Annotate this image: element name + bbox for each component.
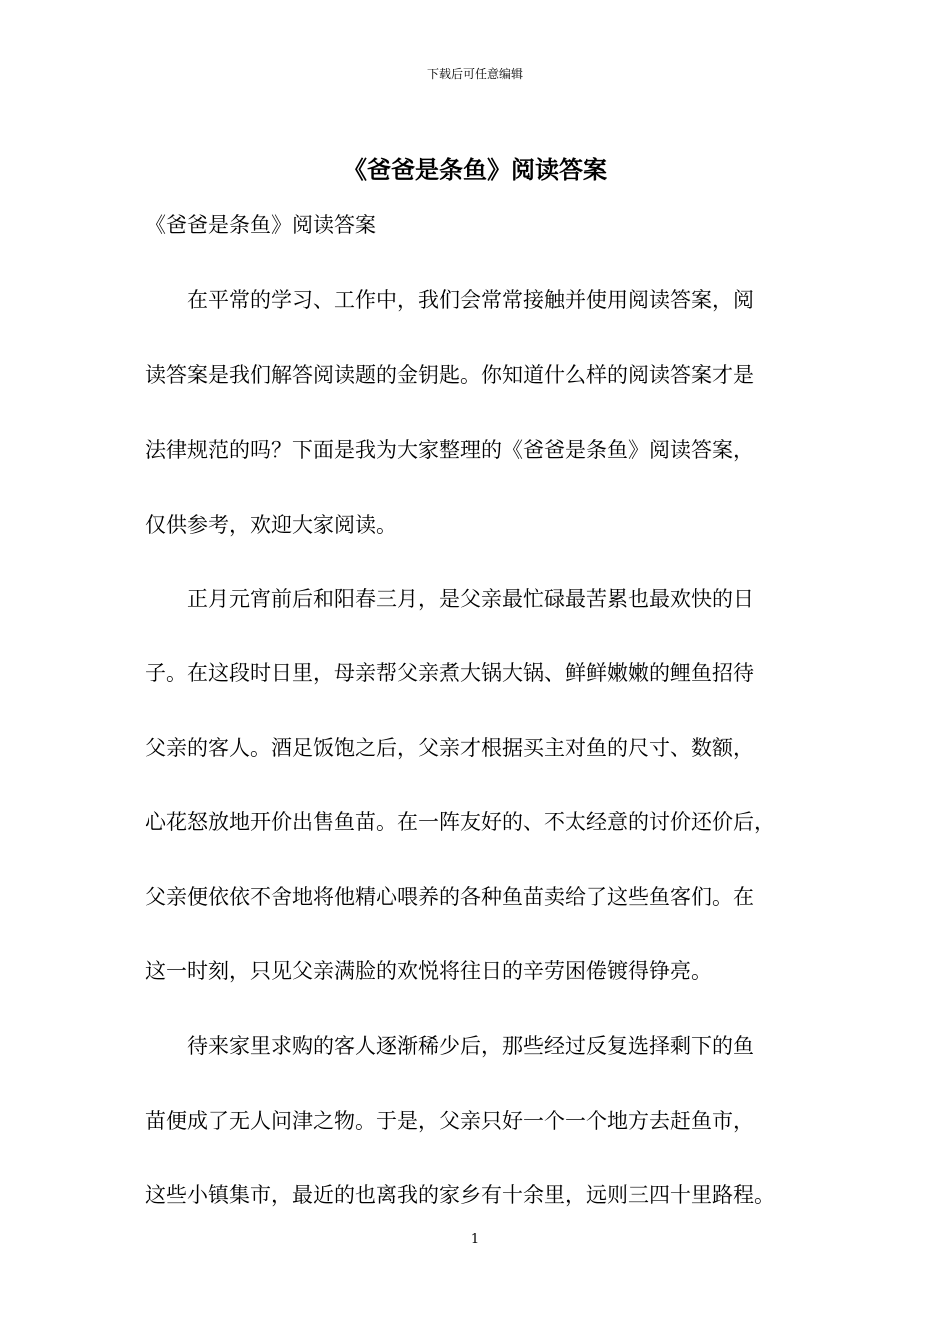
document-title: 《爸爸是条鱼》阅读答案: [343, 155, 607, 184]
body-line: 在平常的学习、工作中，我们会常常接触并使用阅读答案，阅: [145, 288, 754, 312]
body-line: 法律规范的吗？下面是我为大家整理的《爸爸是条鱼》阅读答案，: [145, 438, 754, 462]
body-line: 子。在这段时日里，母亲帮父亲煮大锅大锅、鲜鲜嫩嫩的鲤鱼招待: [145, 661, 754, 685]
body-line: 这些小镇集市，最近的也离我的家乡有十余里，远则三四十里路程。: [145, 1183, 775, 1207]
body-line: 仅供参考，欢迎大家阅读。: [145, 513, 397, 537]
page-number: 1: [470, 1232, 480, 1247]
body-line: 父亲便依依不舍地将他精心喂养的各种鱼苗卖给了这些鱼客们。在: [145, 885, 754, 909]
body-line: 这一时刻，只见父亲满脸的欢悦将往日的辛劳困倦镀得铮亮。: [145, 959, 712, 983]
document-subtitle: 《爸爸是条鱼》阅读答案: [145, 213, 376, 237]
body-line: 正月元宵前后和阳春三月，是父亲最忙碌最苦累也最欢快的日: [145, 587, 754, 611]
body-line: 心花怒放地开价出售鱼苗。在一阵友好的、不太经意的讨价还价后，: [145, 810, 775, 834]
body-line: 父亲的客人。酒足饭饱之后，父亲才根据买主对鱼的尺寸、数额，: [145, 736, 754, 760]
body-line: 读答案是我们解答阅读题的金钥匙。你知道什么样的阅读答案才是: [145, 363, 754, 387]
body-line: 待来家里求购的客人逐渐稀少后，那些经过反复选择剩下的鱼: [145, 1034, 754, 1058]
page-header-note: 下载后可任意编辑: [426, 67, 523, 81]
body-line: 苗便成了无人问津之物。于是，父亲只好一个一个地方去赶鱼市，: [145, 1109, 754, 1133]
